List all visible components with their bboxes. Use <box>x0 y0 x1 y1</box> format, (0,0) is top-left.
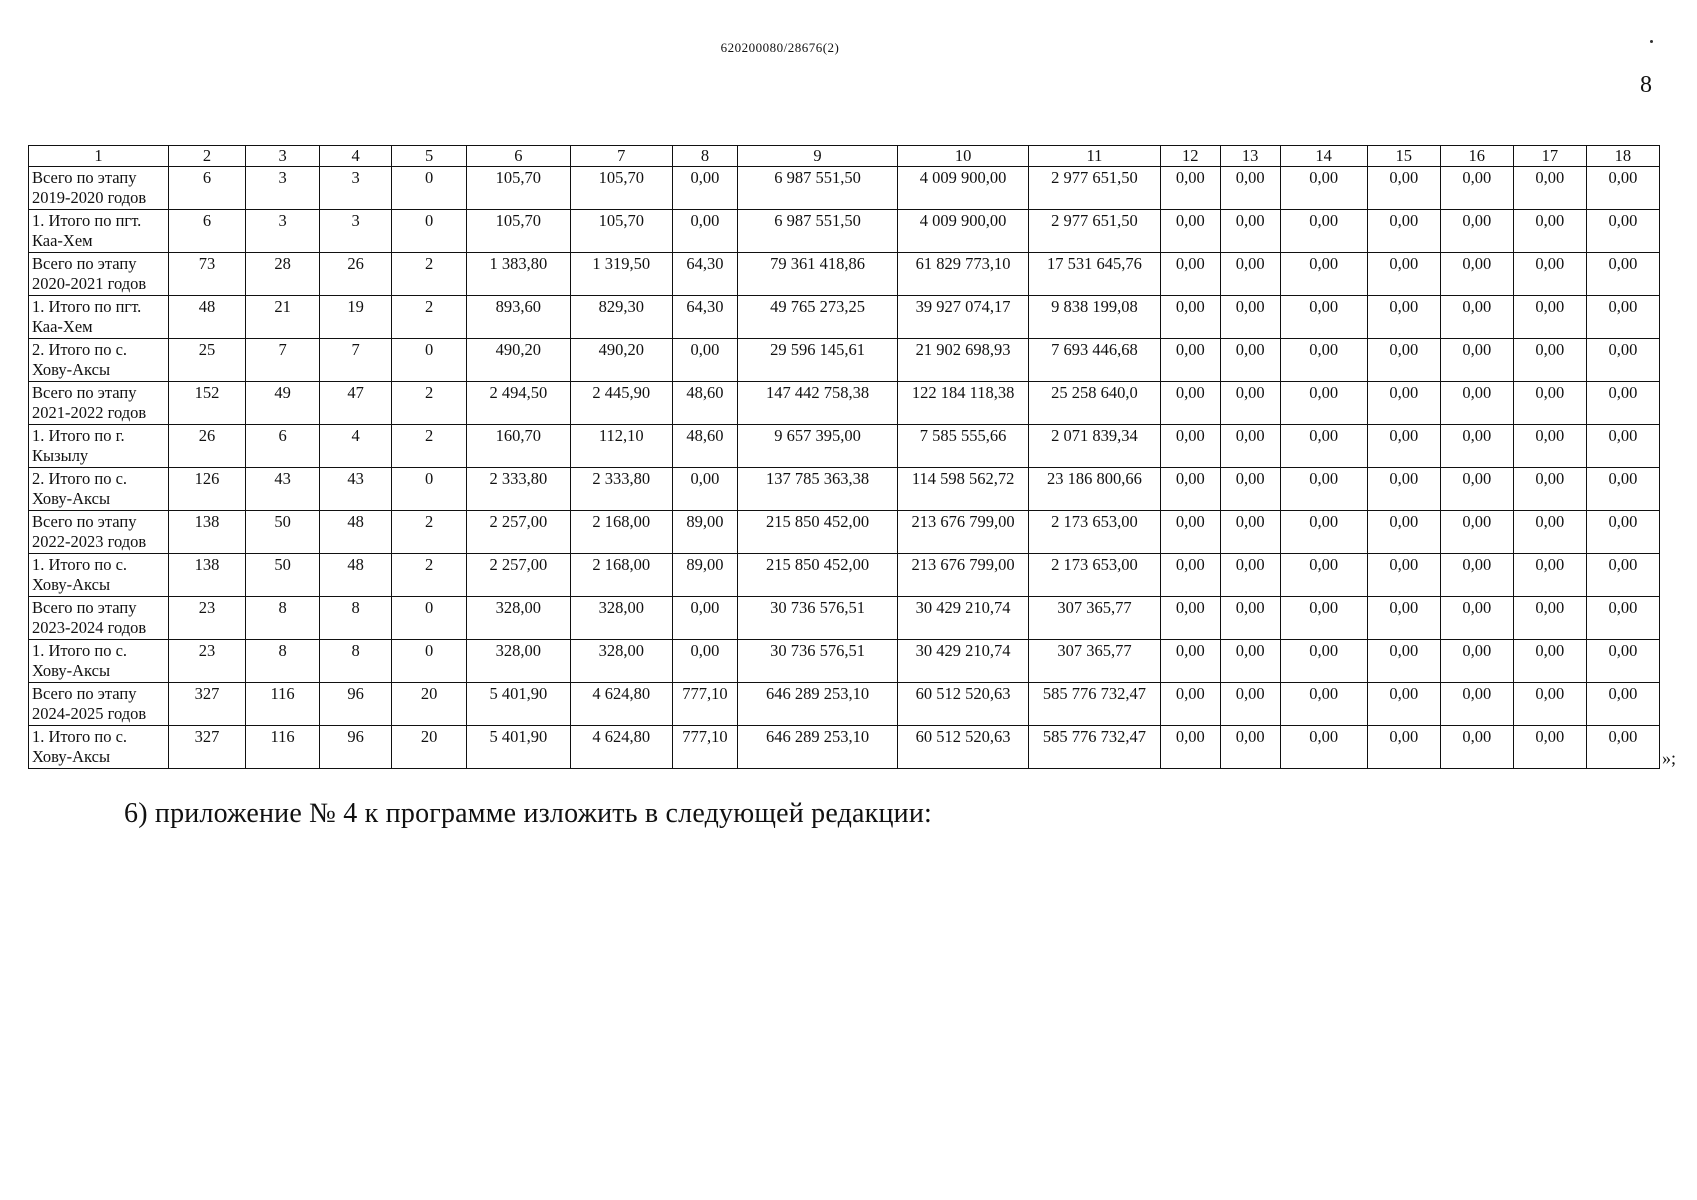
closing-quote-mark: »; <box>1662 748 1677 768</box>
table-cell: 9 657 395,00 <box>737 425 897 468</box>
table-cell: 0,00 <box>1280 253 1367 296</box>
table-cell: 7 693 446,68 <box>1029 339 1161 382</box>
table-cell: 0,00 <box>1586 683 1659 726</box>
table-cell: 122 184 118,38 <box>898 382 1029 425</box>
table-cell: 160,70 <box>467 425 570 468</box>
document-code: 620200080/28676(2) <box>720 40 840 55</box>
row-label: 2. Итого по с. Хову-Аксы <box>29 339 169 382</box>
row-label: Всего по этапу 2020-2021 годов <box>29 253 169 296</box>
table-cell: 49 <box>246 382 320 425</box>
table-cell: 21 902 698,93 <box>898 339 1029 382</box>
table-cell: 0,00 <box>1440 382 1513 425</box>
table-cell: 23 <box>168 640 245 683</box>
table-cell: 8 <box>320 640 392 683</box>
table-cell: 50 <box>246 554 320 597</box>
table-cell: 0,00 <box>1160 511 1220 554</box>
row-label: Всего по этапу 2021-2022 годов <box>29 382 169 425</box>
page-number: 8 <box>1640 72 1652 98</box>
table-cell: 105,70 <box>467 210 570 253</box>
table-cell: 2 333,80 <box>570 468 672 511</box>
row-label: 1. Итого по пгт. Каа-Хем <box>29 296 169 339</box>
table-row <box>29 167 1660 210</box>
table-cell: 0,00 <box>1220 597 1280 640</box>
table-cell: 0,00 <box>1440 597 1513 640</box>
table-cell: 0,00 <box>1220 554 1280 597</box>
table-cell: 327 <box>168 726 245 769</box>
scan-dot <box>1650 40 1653 43</box>
table-row <box>29 683 1660 726</box>
table-cell: 96 <box>320 726 392 769</box>
table-cell: 0,00 <box>1367 511 1440 554</box>
column-header: 6 <box>467 146 570 167</box>
table-cell: 5 401,90 <box>467 726 570 769</box>
table-cell: 30 429 210,74 <box>898 640 1029 683</box>
table-cell: 0,00 <box>1586 597 1659 640</box>
table-cell: 0,00 <box>1513 597 1586 640</box>
table-cell: 0,00 <box>1513 683 1586 726</box>
table-row <box>29 597 1660 640</box>
table-cell: 28 <box>246 253 320 296</box>
table-cell: 6 <box>168 167 245 210</box>
table-cell: 0,00 <box>1513 425 1586 468</box>
table-cell: 7 585 555,66 <box>898 425 1029 468</box>
row-label: Всего по этапу 2024-2025 годов <box>29 683 169 726</box>
table-cell: 0,00 <box>673 468 738 511</box>
table-cell: 0,00 <box>1513 296 1586 339</box>
column-header: 5 <box>392 146 467 167</box>
column-header: 3 <box>246 146 320 167</box>
table-cell: 0,00 <box>1160 425 1220 468</box>
table-row <box>29 511 1660 554</box>
table-cell: 43 <box>246 468 320 511</box>
table-cell: 48 <box>320 511 392 554</box>
table-row <box>29 382 1660 425</box>
table-cell: 0,00 <box>1513 554 1586 597</box>
table-cell: 213 676 799,00 <box>898 511 1029 554</box>
table-cell: 2 <box>392 554 467 597</box>
table-cell: 79 361 418,86 <box>737 253 897 296</box>
table-cell: 4 624,80 <box>570 683 672 726</box>
table-cell: 0,00 <box>1280 683 1367 726</box>
table-cell: 105,70 <box>467 167 570 210</box>
table-cell: 2 977 651,50 <box>1029 210 1161 253</box>
table-cell: 777,10 <box>673 683 738 726</box>
column-header: 13 <box>1220 146 1280 167</box>
table-cell: 0,00 <box>1280 554 1367 597</box>
table-cell: 328,00 <box>467 640 570 683</box>
table-cell: 0,00 <box>1440 640 1513 683</box>
table-cell: 60 512 520,63 <box>898 683 1029 726</box>
table-row <box>29 425 1660 468</box>
table-cell: 0,00 <box>673 640 738 683</box>
table-row <box>29 339 1660 382</box>
column-header: 10 <box>898 146 1029 167</box>
column-header: 1 <box>29 146 169 167</box>
table-cell: 73 <box>168 253 245 296</box>
table-cell: 0 <box>392 339 467 382</box>
table-cell: 0,00 <box>1440 683 1513 726</box>
table-cell: 0,00 <box>1220 683 1280 726</box>
table-cell: 307 365,77 <box>1029 640 1161 683</box>
table-cell: 0,00 <box>1586 339 1659 382</box>
table-cell: 0,00 <box>1220 296 1280 339</box>
table-cell: 21 <box>246 296 320 339</box>
table-cell: 1 319,50 <box>570 253 672 296</box>
table-cell: 48,60 <box>673 382 738 425</box>
table-cell: 0,00 <box>1280 468 1367 511</box>
table-cell: 0,00 <box>1440 210 1513 253</box>
table-cell: 0,00 <box>1513 167 1586 210</box>
table-cell: 47 <box>320 382 392 425</box>
column-header: 11 <box>1029 146 1161 167</box>
table-cell: 0,00 <box>1586 253 1659 296</box>
table-cell: 0,00 <box>1367 210 1440 253</box>
table-cell: 20 <box>392 683 467 726</box>
table-cell: 0,00 <box>1440 468 1513 511</box>
table-row <box>29 640 1660 683</box>
table-cell: 8 <box>246 597 320 640</box>
table-cell: 19 <box>320 296 392 339</box>
table-cell: 116 <box>246 683 320 726</box>
table-cell: 2 <box>392 511 467 554</box>
table-cell: 646 289 253,10 <box>737 726 897 769</box>
table-cell: 61 829 773,10 <box>898 253 1029 296</box>
table-cell: 0,00 <box>1586 554 1659 597</box>
table-cell: 6 987 551,50 <box>737 167 897 210</box>
table-cell: 6 987 551,50 <box>737 210 897 253</box>
table-cell: 23 <box>168 597 245 640</box>
table-cell: 116 <box>246 726 320 769</box>
table-row <box>29 554 1660 597</box>
table-cell: 0,00 <box>1280 640 1367 683</box>
table-row <box>29 210 1660 253</box>
row-label: Всего по этапу 2023-2024 годов <box>29 597 169 640</box>
table-cell: 0,00 <box>1513 382 1586 425</box>
table-cell: 30 429 210,74 <box>898 597 1029 640</box>
table-cell: 0,00 <box>1280 167 1367 210</box>
table-cell: 6 <box>168 210 245 253</box>
table-cell: 0,00 <box>1440 253 1513 296</box>
table-cell: 0,00 <box>1160 640 1220 683</box>
table-cell: 25 258 640,0 <box>1029 382 1161 425</box>
table-cell: 7 <box>320 339 392 382</box>
table-cell: 2 445,90 <box>570 382 672 425</box>
table-cell: 490,20 <box>467 339 570 382</box>
table-cell: 0,00 <box>673 339 738 382</box>
table-cell: 147 442 758,38 <box>737 382 897 425</box>
table-cell: 0 <box>392 468 467 511</box>
table-cell: 0,00 <box>1367 683 1440 726</box>
table-cell: 0,00 <box>1586 726 1659 769</box>
table-cell: 0,00 <box>1220 210 1280 253</box>
table-cell: 2 <box>392 296 467 339</box>
table-cell: 2 168,00 <box>570 511 672 554</box>
table-cell: 0,00 <box>1160 253 1220 296</box>
column-header: 18 <box>1586 146 1659 167</box>
table-cell: 0,00 <box>1220 167 1280 210</box>
table-cell: 30 736 576,51 <box>737 597 897 640</box>
table-cell: 39 927 074,17 <box>898 296 1029 339</box>
table-cell: 585 776 732,47 <box>1029 726 1161 769</box>
table-cell: 0,00 <box>673 597 738 640</box>
table-cell: 0,00 <box>673 210 738 253</box>
table-cell: 25 <box>168 339 245 382</box>
table-cell: 26 <box>168 425 245 468</box>
table-cell: 64,30 <box>673 296 738 339</box>
table-cell: 0,00 <box>1220 640 1280 683</box>
table-cell: 0,00 <box>1367 597 1440 640</box>
table-cell: 2 <box>392 425 467 468</box>
table-cell: 112,10 <box>570 425 672 468</box>
table-cell: 2 257,00 <box>467 511 570 554</box>
table-cell: 646 289 253,10 <box>737 683 897 726</box>
table-cell: 328,00 <box>570 640 672 683</box>
table-cell: 0,00 <box>1586 382 1659 425</box>
table-cell: 126 <box>168 468 245 511</box>
table-cell: 327 <box>168 683 245 726</box>
table-cell: 213 676 799,00 <box>898 554 1029 597</box>
table-cell: 0,00 <box>1160 167 1220 210</box>
table-cell: 0,00 <box>1280 726 1367 769</box>
table-cell: 0,00 <box>1160 683 1220 726</box>
table-cell: 777,10 <box>673 726 738 769</box>
table-cell: 2 333,80 <box>467 468 570 511</box>
table-cell: 29 596 145,61 <box>737 339 897 382</box>
table-cell: 0,00 <box>1220 382 1280 425</box>
table-cell: 4 <box>320 425 392 468</box>
table-cell: 89,00 <box>673 554 738 597</box>
table-cell: 20 <box>392 726 467 769</box>
table-cell: 215 850 452,00 <box>737 511 897 554</box>
table-cell: 5 401,90 <box>467 683 570 726</box>
table-row <box>29 253 1660 296</box>
table-cell: 0,00 <box>1367 339 1440 382</box>
table-cell: 0,00 <box>1367 167 1440 210</box>
table-cell: 48 <box>168 296 245 339</box>
table-cell: 6 <box>246 425 320 468</box>
table-cell: 17 531 645,76 <box>1029 253 1161 296</box>
table-cell: 490,20 <box>570 339 672 382</box>
table-cell: 0,00 <box>1367 382 1440 425</box>
row-label: 1. Итого по пгт. Каа-Хем <box>29 210 169 253</box>
table-cell: 0,00 <box>1220 339 1280 382</box>
table-cell: 0,00 <box>1367 726 1440 769</box>
table-cell: 0,00 <box>1440 296 1513 339</box>
table-cell: 2 257,00 <box>467 554 570 597</box>
table-cell: 3 <box>246 210 320 253</box>
table-cell: 0,00 <box>1513 210 1586 253</box>
table-cell: 0,00 <box>1160 468 1220 511</box>
table-cell: 8 <box>320 597 392 640</box>
table-cell: 0,00 <box>1440 554 1513 597</box>
row-label: 1. Итого по с. Хову-Аксы <box>29 726 169 769</box>
table-cell: 48,60 <box>673 425 738 468</box>
table-cell: 138 <box>168 554 245 597</box>
column-header: 12 <box>1160 146 1220 167</box>
data-table <box>28 145 1660 769</box>
table-cell: 0,00 <box>1160 726 1220 769</box>
table-cell: 328,00 <box>570 597 672 640</box>
table-cell: 0,00 <box>1513 511 1586 554</box>
table-cell: 60 512 520,63 <box>898 726 1029 769</box>
row-label: 2. Итого по с. Хову-Аксы <box>29 468 169 511</box>
table-cell: 0,00 <box>1280 382 1367 425</box>
table-cell: 64,30 <box>673 253 738 296</box>
table-cell: 30 736 576,51 <box>737 640 897 683</box>
row-label: Всего по этапу 2019-2020 годов <box>29 167 169 210</box>
table-cell: 137 785 363,38 <box>737 468 897 511</box>
table-cell: 0 <box>392 167 467 210</box>
row-label: Всего по этапу 2022-2023 годов <box>29 511 169 554</box>
table-row <box>29 296 1660 339</box>
table-cell: 0,00 <box>1513 253 1586 296</box>
table-cell: 49 765 273,25 <box>737 296 897 339</box>
table-cell: 0,00 <box>1367 296 1440 339</box>
table-cell: 0,00 <box>1220 726 1280 769</box>
table-cell: 0,00 <box>1586 210 1659 253</box>
table-cell: 0,00 <box>1440 167 1513 210</box>
table-cell: 152 <box>168 382 245 425</box>
table-cell: 215 850 452,00 <box>737 554 897 597</box>
table-cell: 0,00 <box>1160 554 1220 597</box>
table-cell: 0,00 <box>1513 640 1586 683</box>
table-cell: 0,00 <box>1586 640 1659 683</box>
table-cell: 0,00 <box>1280 511 1367 554</box>
table-cell: 0,00 <box>1367 554 1440 597</box>
table-cell: 2 071 839,34 <box>1029 425 1161 468</box>
table-cell: 0,00 <box>1160 296 1220 339</box>
table-cell: 23 186 800,66 <box>1029 468 1161 511</box>
table-cell: 0 <box>392 597 467 640</box>
table-cell: 328,00 <box>467 597 570 640</box>
table-cell: 3 <box>320 167 392 210</box>
column-header: 8 <box>673 146 738 167</box>
column-header: 15 <box>1367 146 1440 167</box>
column-header: 4 <box>320 146 392 167</box>
table-cell: 48 <box>320 554 392 597</box>
table-cell: 114 598 562,72 <box>898 468 1029 511</box>
table-cell: 0,00 <box>673 167 738 210</box>
table-cell: 0,00 <box>1160 597 1220 640</box>
table-cell: 4 009 900,00 <box>898 210 1029 253</box>
table-cell: 4 624,80 <box>570 726 672 769</box>
table-cell: 0,00 <box>1440 511 1513 554</box>
table-cell: 138 <box>168 511 245 554</box>
table-cell: 105,70 <box>570 167 672 210</box>
table-cell: 0,00 <box>1280 425 1367 468</box>
table-cell: 105,70 <box>570 210 672 253</box>
column-header: 2 <box>168 146 245 167</box>
table-cell: 0,00 <box>1586 425 1659 468</box>
table-cell: 0,00 <box>1220 253 1280 296</box>
table-cell: 0,00 <box>1440 726 1513 769</box>
table-cell: 3 <box>246 167 320 210</box>
table-cell: 0,00 <box>1220 511 1280 554</box>
row-label: 1. Итого по с. Хову-Аксы <box>29 640 169 683</box>
table-cell: 0,00 <box>1367 425 1440 468</box>
table-cell: 0,00 <box>1513 468 1586 511</box>
table-cell: 0,00 <box>1586 296 1659 339</box>
instruction-paragraph: 6) приложение № 4 к программе изложить в следующей редакции: <box>124 798 932 829</box>
table-cell: 2 977 651,50 <box>1029 167 1161 210</box>
table-cell: 3 <box>320 210 392 253</box>
table-cell: 0,00 <box>1440 339 1513 382</box>
table-cell: 43 <box>320 468 392 511</box>
table-row <box>29 726 1660 769</box>
column-header: 17 <box>1513 146 1586 167</box>
column-header: 16 <box>1440 146 1513 167</box>
table-cell: 0,00 <box>1280 339 1367 382</box>
table-cell: 307 365,77 <box>1029 597 1161 640</box>
table-cell: 2 494,50 <box>467 382 570 425</box>
table-cell: 0,00 <box>1586 511 1659 554</box>
table-cell: 2 173 653,00 <box>1029 511 1161 554</box>
table-cell: 0,00 <box>1586 468 1659 511</box>
table-cell: 585 776 732,47 <box>1029 683 1161 726</box>
table-cell: 96 <box>320 683 392 726</box>
table-cell: 0 <box>392 210 467 253</box>
column-header: 9 <box>737 146 897 167</box>
table-cell: 2 <box>392 253 467 296</box>
table-cell: 0,00 <box>1160 382 1220 425</box>
row-label: 1. Итого по с. Хову-Аксы <box>29 554 169 597</box>
table-body <box>29 167 1660 769</box>
table-cell: 0,00 <box>1586 167 1659 210</box>
table-cell: 0,00 <box>1440 425 1513 468</box>
table-cell: 26 <box>320 253 392 296</box>
table-cell: 0,00 <box>1280 210 1367 253</box>
table-cell: 0,00 <box>1280 597 1367 640</box>
table-cell: 0,00 <box>1220 425 1280 468</box>
table-cell: 8 <box>246 640 320 683</box>
table-cell: 0,00 <box>1367 468 1440 511</box>
row-label: 1. Итого по г. Кызылу <box>29 425 169 468</box>
table-cell: 1 383,80 <box>467 253 570 296</box>
table-cell: 0,00 <box>1160 210 1220 253</box>
table-cell: 829,30 <box>570 296 672 339</box>
table-cell: 7 <box>246 339 320 382</box>
table-cell: 0,00 <box>1513 339 1586 382</box>
table-row <box>29 468 1660 511</box>
column-header: 14 <box>1280 146 1367 167</box>
table-cell: 2 168,00 <box>570 554 672 597</box>
table-cell: 9 838 199,08 <box>1029 296 1161 339</box>
table-cell: 2 <box>392 382 467 425</box>
table-cell: 0,00 <box>1367 253 1440 296</box>
table-cell: 2 173 653,00 <box>1029 554 1161 597</box>
table-cell: 0,00 <box>1367 640 1440 683</box>
column-header: 7 <box>570 146 672 167</box>
table-cell: 50 <box>246 511 320 554</box>
table-cell: 0 <box>392 640 467 683</box>
table-cell: 89,00 <box>673 511 738 554</box>
table-cell: 893,60 <box>467 296 570 339</box>
table-cell: 0,00 <box>1280 296 1367 339</box>
table-cell: 0,00 <box>1160 339 1220 382</box>
table-cell: 0,00 <box>1513 726 1586 769</box>
table-cell: 4 009 900,00 <box>898 167 1029 210</box>
table-header-row <box>29 146 1660 167</box>
table-cell: 0,00 <box>1220 468 1280 511</box>
